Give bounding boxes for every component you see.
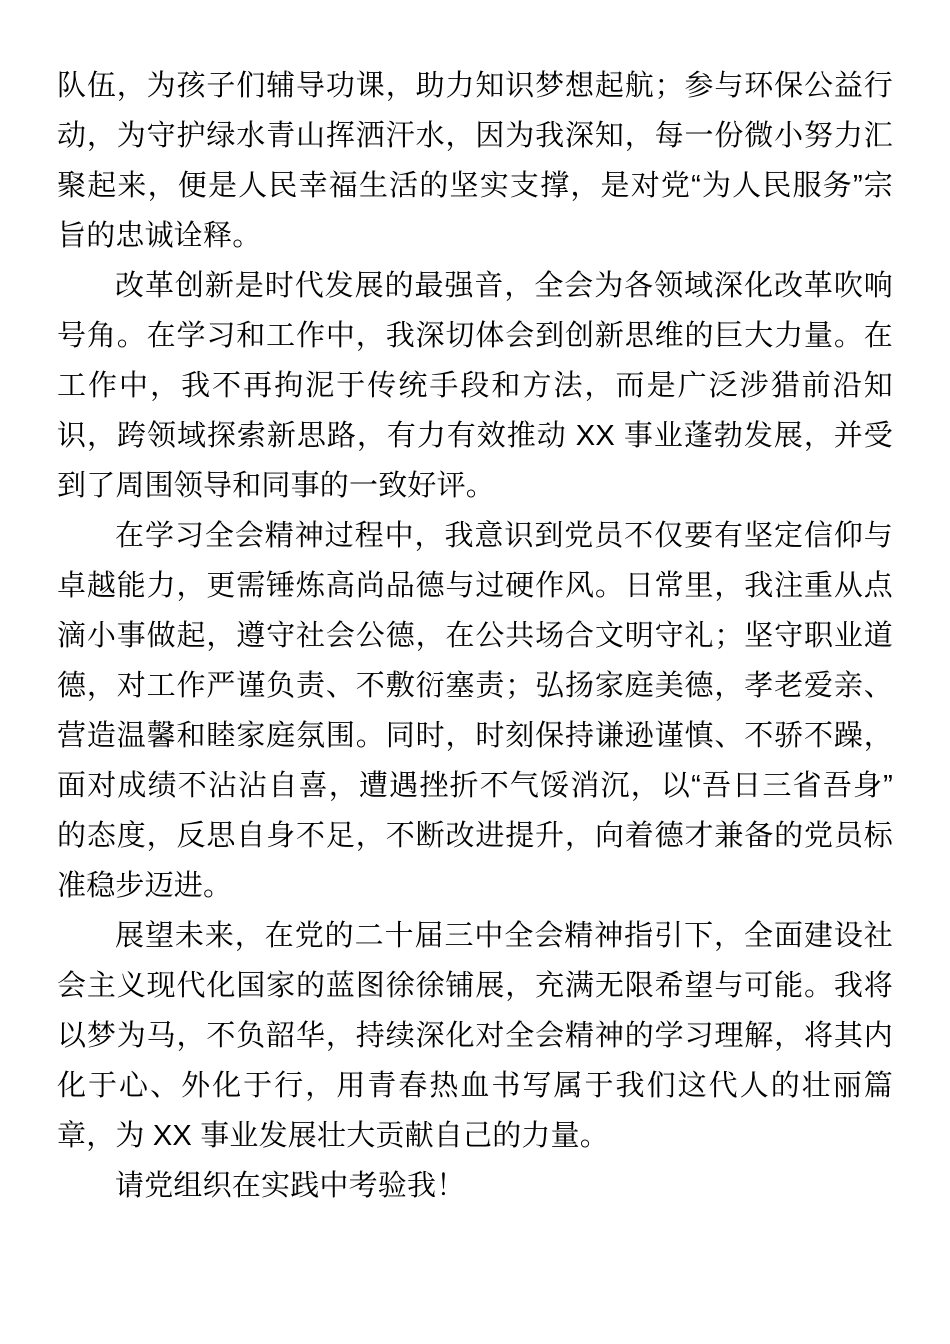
paragraph-closing-request: 请党组织在实践中考验我！	[115, 1170, 466, 1202]
document-text-body	[57, 61, 893, 1211]
paragraph-morality-workstyle: 在学习全会精神过程中，我意识到党员不仅要有坚定信仰与卓越能力，更需锤炼高尚品德与过硬作风。日常里，我注重从点滴小事做起，遵守社会公德，在公共场合文明守礼；坚守职业道德，对工作严谨负责、不敷衍塞责；弘扬家庭美德，孝老爱亲、营造温馨和睦家庭氛围。同时，时刻保持谦逊谨慎、不骄不躁，面对成绩不沾沾自喜，遭遇挫折不气馁消沉，以“吾日三省吾身”的态度，反思自身不足，不断改进提升，向着德才兼备的党员标准稳步迈进。	[57, 520, 893, 902]
paragraph-reform-innovation: 改革创新是时代发展的最强音，全会为各领域深化改革吹响号角。在学习和工作中，我深切体会到创新思维的巨大力量。在工作中，我不再拘泥于传统手段和方法，而是广泛涉猎前沿知识，跨领域探索新思路，有力有效推动 XX 事业蓬勃发展，并受到了周围领导和同事的一致好评。	[57, 270, 893, 502]
paragraph-future-outlook: 展望未来，在党的二十届三中全会精神指引下，全面建设社会主义现代化国家的蓝图徐徐铺展，充满无限希望与可能。我将以梦为马，不负韶华，持续深化对全会精神的学习理解，将其内化于心、外化于行，用青春热血书写属于我们这代人的壮丽篇章，为 XX 事业发展壮大贡献自己的力量。	[57, 920, 893, 1152]
paragraph-continuation: 队伍，为孩子们辅导功课，助力知识梦想起航；参与环保公益行动，为守护绿水青山挥洒汗水，因为我深知，每一份微小努力汇聚起来，便是人民幸福生活的坚实支撑，是对党“为人民服务”宗旨的忠诚诠释。	[57, 70, 893, 252]
